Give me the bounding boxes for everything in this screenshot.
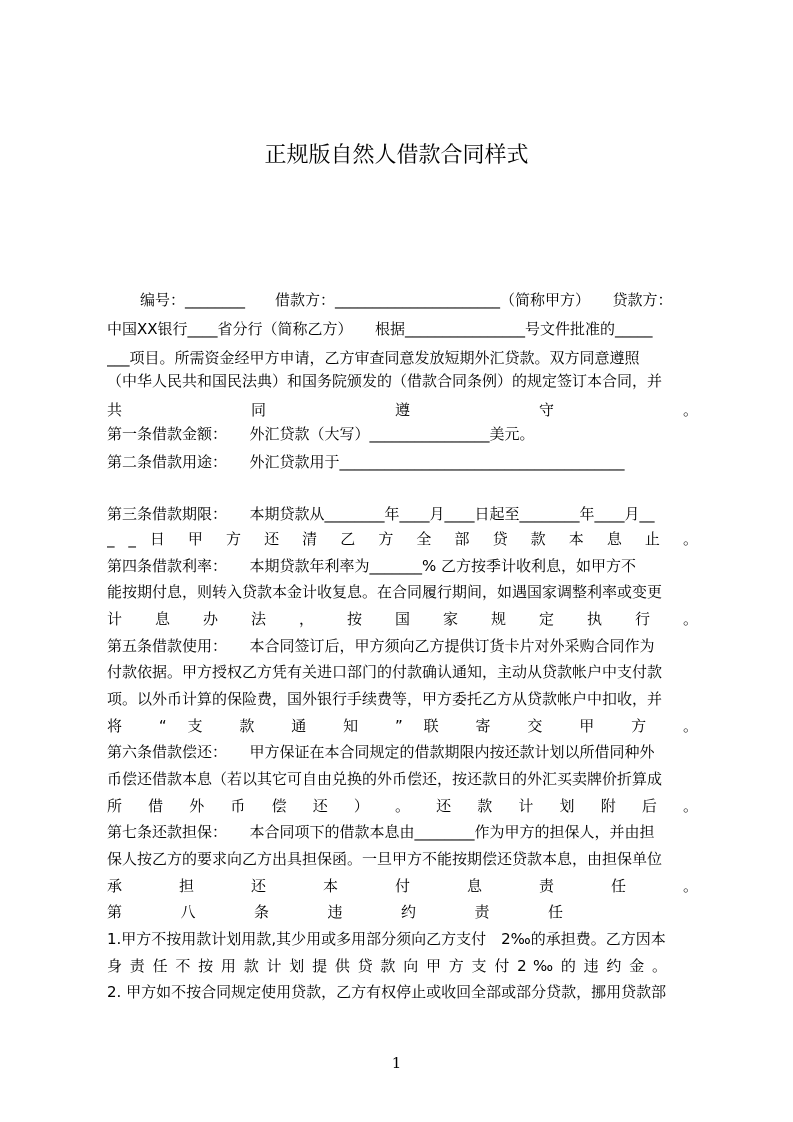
- paragraph-line: 能按期付息，则转入贷款本金计收复息。在合同履行期间，如遇国家调整利率或变更: [107, 583, 663, 601]
- paragraph-line: （中华人民共和国民法典）和国务院颁发的（借款合同条例）的规定签订本合同，并: [107, 372, 663, 390]
- paragraph-line: 1.甲方不按用款计划用款,其少用或多用部分须向乙方支付 2‰的承担费。乙方因本: [107, 930, 666, 948]
- paragraph-line: 第一条借款金额： 外汇贷款（大写）________________美元。: [107, 425, 535, 443]
- paragraph-line: 身 责 任 不 按 用 款 计 划 提 供 贷 款 向 甲 方 支 付 2 ‰ 的 违 约 金 。: [107, 957, 667, 975]
- paragraph-line: 第六条借款偿还： 甲方保证在本合同规定的借款期限内按还款计划以所借同种外: [107, 743, 655, 761]
- paragraph-line: 付款依据。甲方授权乙方凭有关进口部门的付款确认通知，主动从贷款帐户中支付款: [107, 663, 663, 681]
- document-title: 正规版自然人借款合同样式: [264, 143, 529, 168]
- paragraph-line: 承 担 还 本 付 息 责 任 。: [107, 877, 698, 895]
- paragraph-line: 共 同 遵 守 。: [107, 401, 698, 419]
- section-heading: 第 八 条 违 约 责 任: [107, 903, 563, 921]
- paragraph-line: 保人按乙方的要求向乙方出具担保函。一旦甲方不能按期偿还贷款本息，由担保单位: [107, 850, 663, 868]
- paragraph-line: _ _ 日 甲 方 还 清 乙 方 全 部 贷 款 本 息 止 。: [107, 530, 698, 548]
- paragraph-line: 第三条借款期限： 本期贷款从________年____月____日起至________年____月__: [107, 505, 655, 523]
- paragraph-line: 中国XX银行____省分行（简称乙方） 根据________________号文件批准的_____: [107, 320, 653, 338]
- page-number: 1: [391, 1054, 402, 1072]
- paragraph-line: 第四条借款利率： 本期贷款年利率为_______% 乙方按季计收利息，如甲方不: [107, 557, 637, 575]
- paragraph-line: 所 借 外 币 偿 还 ） 。 还 款 计 划 附 后 。: [107, 797, 698, 815]
- paragraph-line: 计 息 办 法 ， 按 国 家 规 定 执 行 。: [107, 610, 698, 628]
- paragraph-line: 第七条还款担保： 本合同项下的借款本息由________作为甲方的担保人，并由担: [107, 823, 655, 841]
- blank-line: [107, 472, 698, 501]
- paragraph-line: 币偿还借款本息（若以其它可自由兑换的外币偿还，按还款日的外汇买卖牌价折算成: [107, 770, 663, 788]
- paragraph-line: 第五条借款使用： 本合同签订后，甲方须向乙方提供订货卡片对外采购合同作为: [107, 637, 655, 655]
- paragraph-line: 第二条借款用途： 外汇贷款用于______________________________________: [107, 453, 625, 471]
- paragraph-line: 将 “ 支 款 通 知 ” 联 寄 交 甲 方 。: [107, 717, 698, 735]
- paragraph-line: ___项目。所需资金经甲方申请，乙方审查同意发放短期外汇贷款。双方同意遵照: [107, 349, 640, 367]
- paragraph-line: 项。以外币计算的保险费，国外银行手续费等，甲方委托乙方从贷款帐户中扣收，并: [107, 690, 663, 708]
- paragraph-line: 2. 甲方如不按合同规定使用贷款，乙方有权停止或收回全部或部分贷款，挪用贷款部: [107, 983, 667, 1001]
- paragraph-line: 编号：________ 借款方：______________________（简称甲方） 贷款方：: [140, 291, 673, 309]
